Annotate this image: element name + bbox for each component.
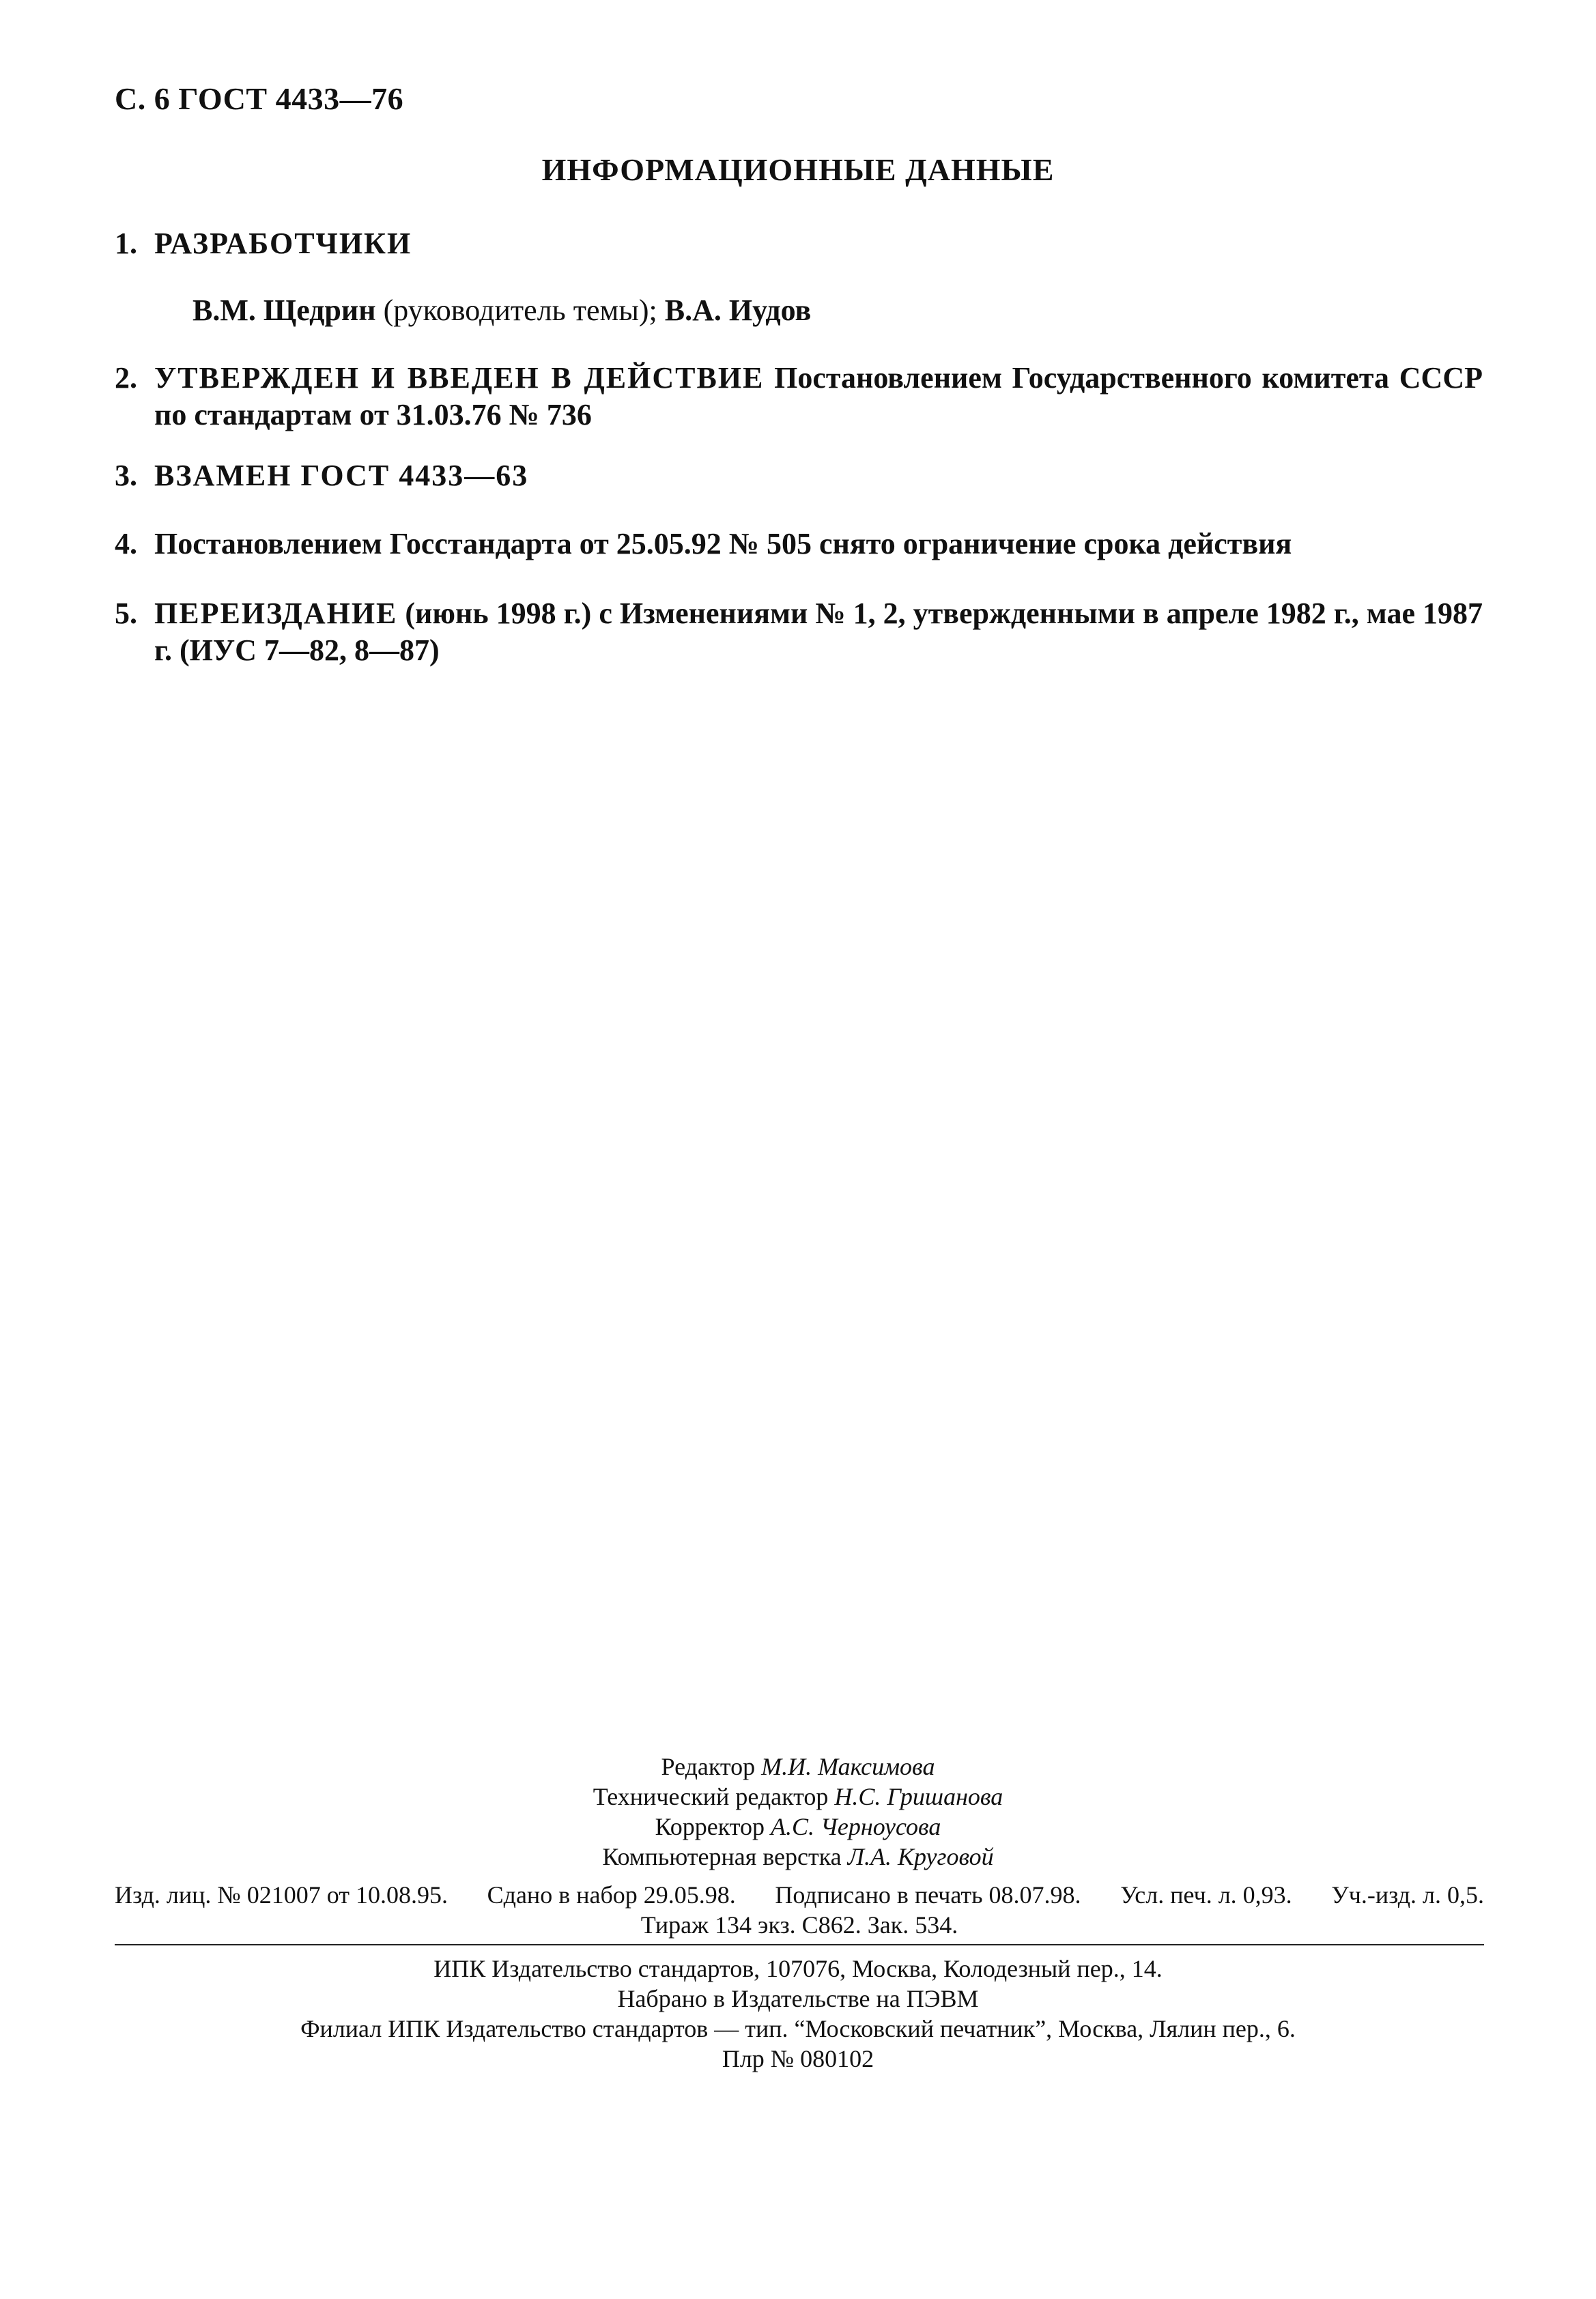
credit-person: А.С. Черноусова bbox=[771, 1813, 941, 1840]
publication-signed: Подписано в печать 08.07.98. bbox=[775, 1881, 1081, 1909]
publication-submitted: Сдано в набор 29.05.98. bbox=[487, 1881, 736, 1909]
developer-name: В.М. Щедрин bbox=[193, 294, 376, 327]
developer-role: (руководитель темы); bbox=[375, 294, 665, 327]
document-title: ИНФОРМАЦИОННЫЕ ДАННЫЕ bbox=[541, 152, 1055, 187]
printer-line: Набрано в Издательстве на ПЭВМ bbox=[617, 1985, 979, 2012]
item-text bbox=[154, 457, 1483, 494]
item-text bbox=[154, 360, 1483, 433]
publication-row bbox=[115, 1880, 1484, 1910]
divider-line bbox=[115, 1944, 1484, 1945]
publication-circulation: Тираж 134 экз. С862. Зак. 534. bbox=[640, 1911, 958, 1939]
credit-label: Корректор bbox=[655, 1813, 771, 1840]
printer-line: ИПК Издательство стандартов, 107076, Москва, Колодезный пер., 14. bbox=[433, 1955, 1163, 1982]
item-number: 5. bbox=[115, 597, 137, 630]
info-item-3 bbox=[115, 457, 1483, 494]
item-text bbox=[154, 225, 1483, 262]
publication-info bbox=[115, 1880, 1484, 1940]
developer-name: В.А. Иудов bbox=[664, 294, 812, 327]
developers-line bbox=[193, 292, 811, 329]
printer-line: Плр № 080102 bbox=[722, 2045, 874, 2072]
item-text bbox=[154, 526, 1483, 562]
info-item-5 bbox=[115, 595, 1483, 669]
item-rest: Постановлением Государственного комитета СССР по стандартам от 31.03.76 № 736 bbox=[154, 361, 1483, 431]
credit-tech-editor bbox=[0, 1782, 1596, 1812]
credit-person: Л.А. Круговой bbox=[847, 1843, 994, 1870]
publication-license: Изд. лиц. № 021007 от 10.08.95. bbox=[115, 1881, 448, 1909]
item-number: 3. bbox=[115, 459, 137, 492]
item-lead: РАЗРАБОТЧИКИ bbox=[154, 227, 412, 260]
page-header: С. 6 ГОСТ 4433—76 bbox=[115, 81, 404, 116]
credit-editor bbox=[0, 1752, 1596, 1782]
item-rest: (июнь 1998 г.) с Изменениями № 1, 2, утвержденными в апреле 1982 г., мае 1987 г. (ИУС 7—82, 8—87) bbox=[154, 597, 1483, 667]
item-lead: ПЕРЕИЗДАНИЕ bbox=[154, 597, 398, 630]
publication-pub-sheets: Уч.-изд. л. 0,5. bbox=[1331, 1881, 1484, 1909]
item-number: 1. bbox=[115, 227, 137, 260]
item-rest: Постановлением Госстандарта от 25.05.92 № 505 снято ограничение срока действия bbox=[154, 527, 1292, 560]
printer-info bbox=[0, 1954, 1596, 2074]
credit-label: Редактор bbox=[661, 1753, 762, 1780]
item-number: 4. bbox=[115, 527, 137, 560]
info-item-2 bbox=[115, 360, 1483, 433]
info-item-4 bbox=[115, 526, 1483, 562]
credit-label: Технический редактор bbox=[593, 1783, 835, 1810]
item-text bbox=[154, 595, 1483, 669]
item-lead: ВЗАМЕН ГОСТ 4433—63 bbox=[154, 459, 529, 492]
printer-line: Филиал ИПК Издательство стандартов — тип. “Московский печатник”, Москва, Лялин пер., 6. bbox=[300, 2015, 1296, 2042]
credit-corrector bbox=[0, 1812, 1596, 1842]
credit-person: Н.С. Гришанова bbox=[834, 1783, 1003, 1810]
credit-label: Компьютерная верстка bbox=[602, 1843, 848, 1870]
credit-person: М.И. Максимова bbox=[761, 1753, 935, 1780]
item-lead: УТВЕРЖДЕН И ВВЕДЕН В ДЕЙСТВИЕ bbox=[154, 361, 765, 395]
publication-print-sheets: Усл. печ. л. 0,93. bbox=[1120, 1881, 1292, 1909]
credits-block bbox=[0, 1752, 1596, 1872]
credit-layout bbox=[0, 1842, 1596, 1872]
info-item-1 bbox=[115, 225, 1483, 262]
item-number: 2. bbox=[115, 361, 137, 395]
